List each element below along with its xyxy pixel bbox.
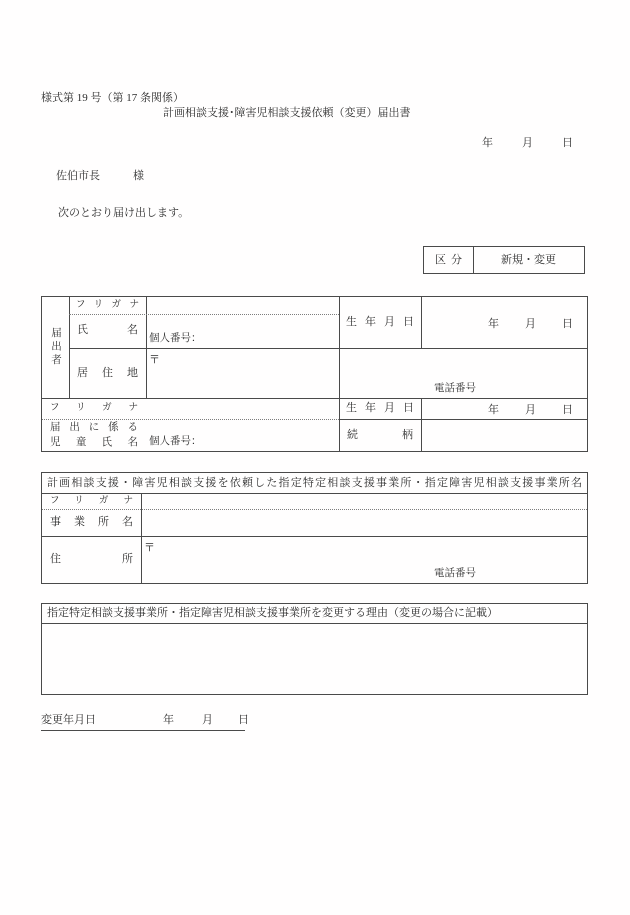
reason-header: 指定特定相談支援事業所・指定障害児相談支援事業所を変更する理由（変更の場合に記載） xyxy=(47,607,498,619)
intro-text: 次のとおり届け出します。 xyxy=(58,207,190,219)
office-furigana-label: フリガナ xyxy=(50,496,133,506)
applicant-phone-label: 電話番号 xyxy=(434,383,476,394)
header-date-year: 年 xyxy=(482,137,493,149)
change-date-label: 変更年月日 xyxy=(41,714,96,726)
page-title: 計画相談支援･障害児相談支援依頼（変更）届出書 xyxy=(163,107,411,119)
applicant-birth-day: 日 xyxy=(562,317,573,330)
office-name-field xyxy=(141,509,587,536)
child-birthdate-label: 生年月日 xyxy=(346,402,414,414)
applicant-personal-number-label: 個人番号： xyxy=(149,333,202,344)
child-birth-month: 月 xyxy=(525,403,536,416)
applicant-table xyxy=(41,296,588,452)
category-value: 新規・変更 xyxy=(501,254,556,266)
grid-line xyxy=(69,348,587,349)
header-date-day: 日 xyxy=(562,137,573,149)
applicant-group-cell xyxy=(42,297,69,398)
child-birth-year: 年 xyxy=(488,403,499,416)
child-relation-field xyxy=(421,419,587,451)
office-furigana-field xyxy=(141,493,587,509)
office-table-header: 計画相談支援・障害児相談支援を依頼した指定特定相談支援事業所・指定障害児相談支援事業所名 xyxy=(47,477,582,489)
reason-box xyxy=(41,603,588,695)
office-postal-mark: 〒 xyxy=(144,542,155,554)
child-personal-number-label: 個人番号： xyxy=(149,436,202,447)
child-birthdate-field xyxy=(421,398,587,419)
applicant-birth-month: 月 xyxy=(525,317,536,330)
header-date-line xyxy=(482,134,573,150)
office-name-label: 事業所名 xyxy=(50,516,133,528)
change-date-month: 月 xyxy=(202,714,213,726)
category-box xyxy=(423,246,585,274)
addressee: 佐伯市長 xyxy=(56,170,100,182)
applicant-group-label: 届出者 xyxy=(50,327,61,368)
office-phone-label: 電話番号 xyxy=(434,568,476,579)
applicant-birth-year: 年 xyxy=(488,317,499,330)
form-number: 様式第 19 号（第 17 条関係） xyxy=(41,92,184,104)
applicant-furigana-field xyxy=(146,297,339,314)
reason-field xyxy=(42,623,587,694)
addressee-line xyxy=(56,167,144,183)
office-address-label: 住所 xyxy=(50,553,133,565)
applicant-furigana-label: フリガナ xyxy=(76,300,139,310)
addressee-honorific: 様 xyxy=(133,170,144,182)
child-name-label xyxy=(42,419,146,451)
child-name-label-line2: 児童氏名 xyxy=(50,437,138,448)
applicant-residence-label: 居住地 xyxy=(77,367,138,379)
office-table xyxy=(41,472,588,584)
header-date-month: 月 xyxy=(522,137,533,149)
child-furigana-label: フリガナ xyxy=(50,403,138,413)
change-date-day: 日 xyxy=(238,714,249,726)
applicant-postal-mark: 〒 xyxy=(149,354,160,366)
change-date-line xyxy=(41,712,249,731)
applicant-name-label: 氏名 xyxy=(77,324,138,336)
applicant-birthdate-field xyxy=(421,297,587,348)
applicant-birthdate-label: 生年月日 xyxy=(346,316,414,328)
category-label: 区分 xyxy=(435,254,462,266)
child-name-label-line1: 届出に係る xyxy=(50,422,138,433)
child-relation-label: 続柄 xyxy=(347,429,413,441)
change-date-year: 年 xyxy=(163,714,174,726)
child-birth-day: 日 xyxy=(562,403,573,416)
